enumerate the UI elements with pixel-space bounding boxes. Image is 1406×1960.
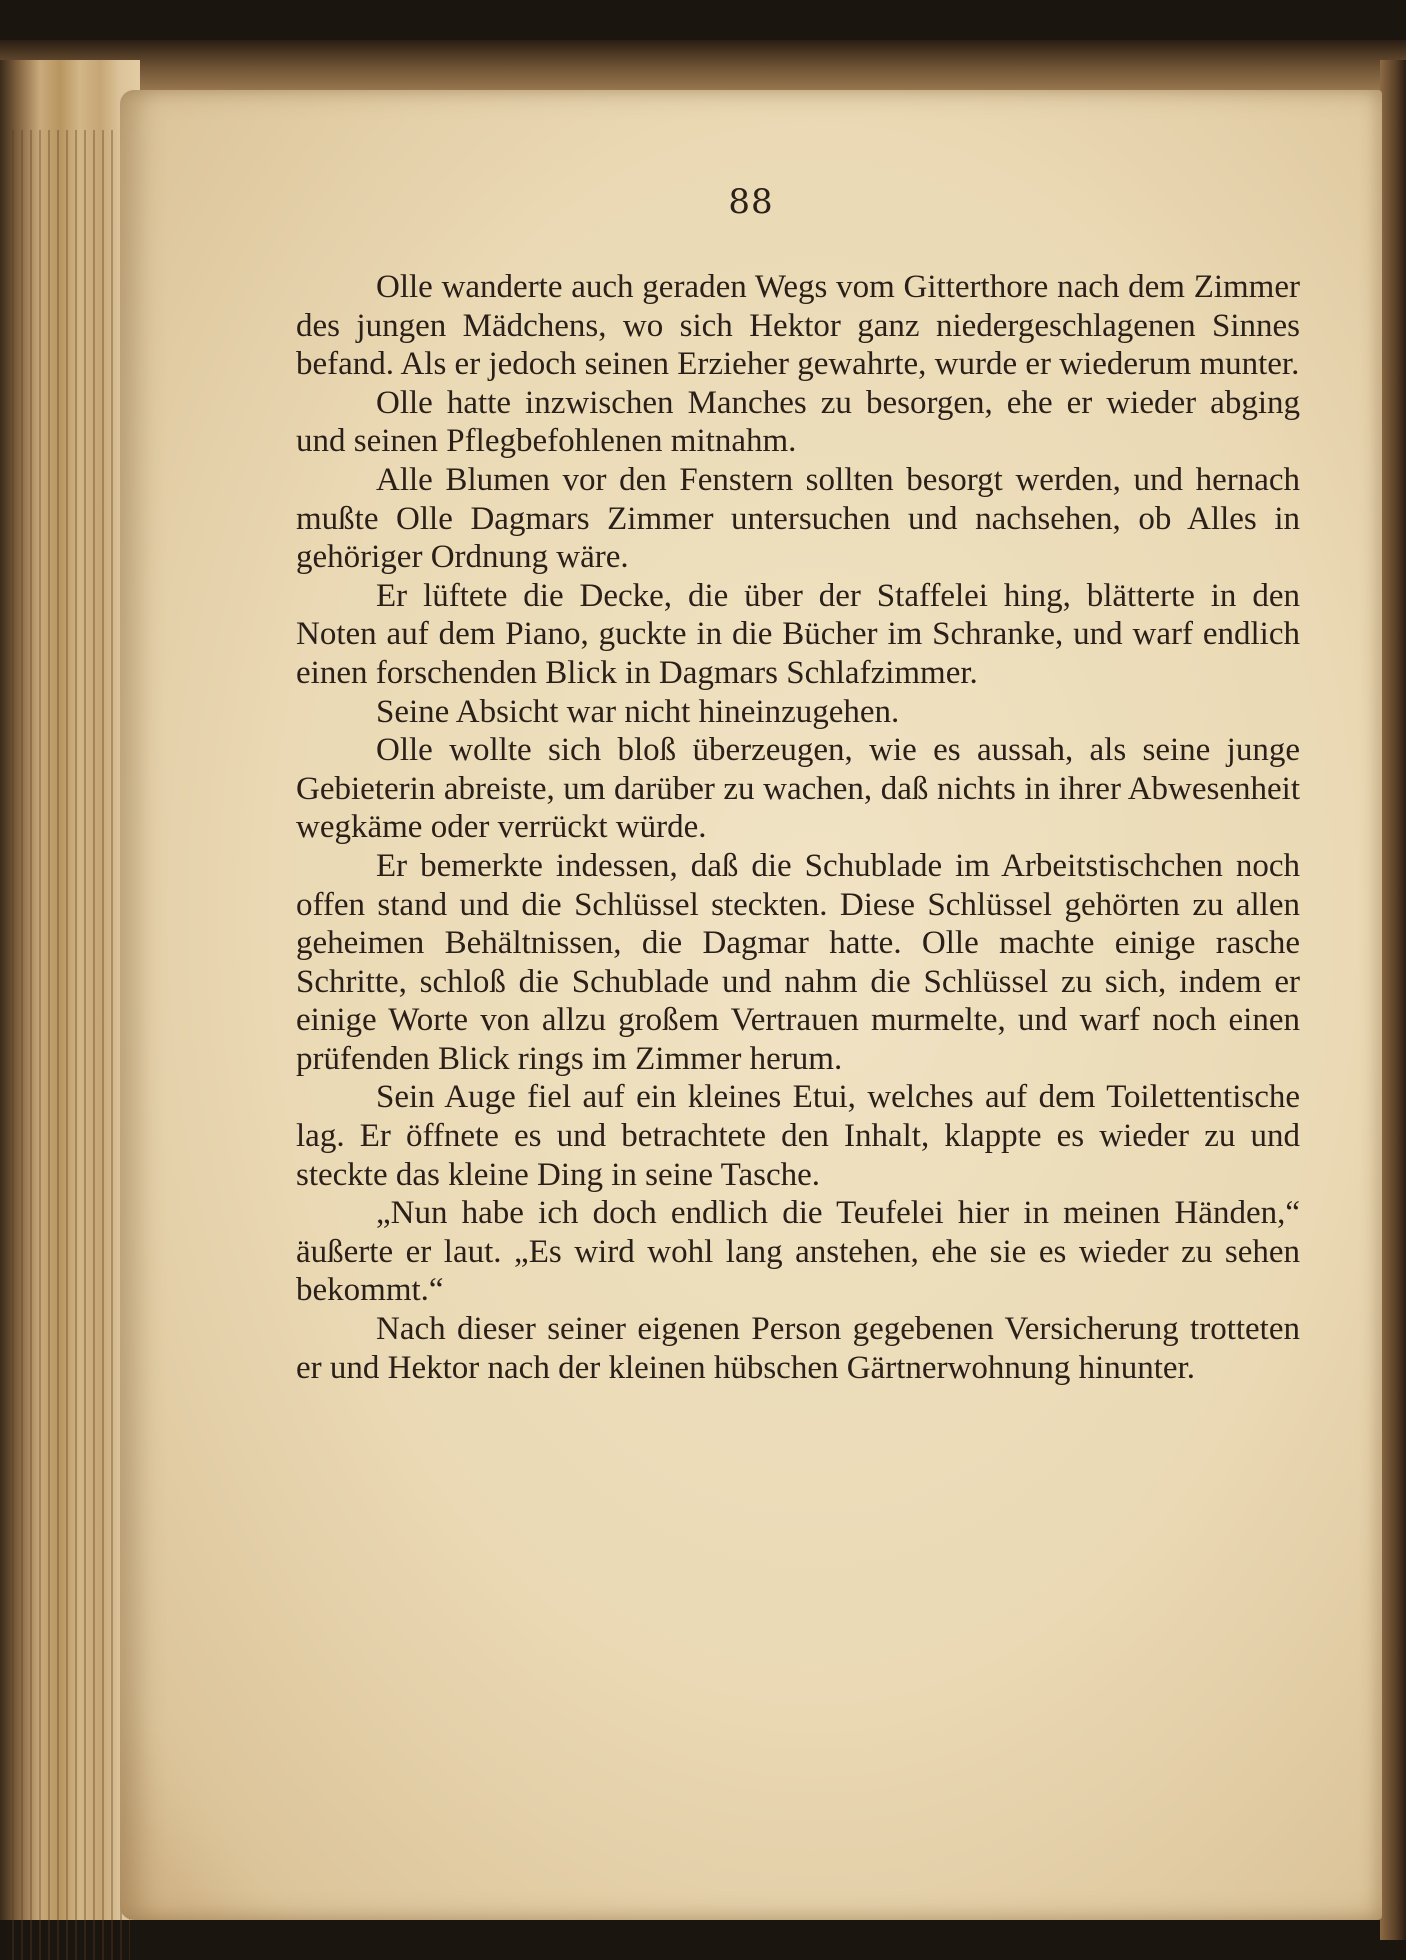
page-stack-lines <box>12 130 130 1960</box>
paragraph: Seine Absicht war nicht hineinzugehen. <box>376 693 900 730</box>
page-number: 88 <box>728 182 774 222</box>
paragraph: Nach dieser seiner eigenen Person gegebenen Versicherung trotteten er und Hektor nach der kleinen hübschen Gärtnerwohnung hinunter. <box>296 1311 1300 1386</box>
paragraph: „Nun habe ich doch endlich die Teufelei hier in meinen Händen,“ äußerte er laut. „Es wird wohl lang anstehen, ehe sie es wieder zu sehen bekommt.“ <box>296 1195 1300 1309</box>
book-page <box>120 90 1382 1920</box>
paragraph: Olle wollte sich bloß überzeugen, wie es aussah, als seine junge Gebieterin abreiste, um darüber zu wachen, daß nichts in ihrer Abwesenheit wegkäme oder verrückt würde. <box>296 732 1300 846</box>
paragraph: Sein Auge fiel auf ein kleines Etui, welches auf dem Toilettentische lag. Er öffnete es und betrachtete den Inhalt, klappte es wieder zu und steckte das kleine Ding in seine Tasche. <box>296 1079 1300 1193</box>
book-cover-right <box>1380 60 1406 1940</box>
paragraph: Olle hatte inzwischen Manches zu besorgen, ehe er wieder abging und seinen Pflegbefohlenen mitnahm. <box>296 384 1300 460</box>
page-stack-edge <box>0 60 140 1920</box>
paragraph: Olle wanderte auch geraden Wegs vom Gitterthore nach dem Zimmer des jungen Mädchens, wo sich Hektor ganz niedergeschlagenen Sinnes befand. Als er jedoch seinen Erzieher gewahrte, wurde er wiederum munter. <box>296 269 1300 383</box>
paragraph: Er bemerkte indessen, daß die Schublade im Arbeitstischchen noch offen stand und die Schlüssel steckten. Diese Schlüssel gehörten zu allen geheimen Behältnissen, die Dagmar hatte. Olle machte einige rasche Schritte, schloß die Schublade und nahm die Schlüssel zu sich, indem er einige Worte von allzu großem Vertrauen murmelte, und warf noch einen prüfenden Blick rings im Zimmer herum. <box>296 847 1300 1077</box>
paragraph: Alle Blumen vor den Fenstern sollten besorgt werden, und hernach mußte Olle Dagmars Zimmer untersuchen und nachsehen, ob Alles in gehöriger Ordnung wäre. <box>296 461 1300 576</box>
paragraph: Er lüftete die Decke, die über der Staffelei hing, blätterte in den Noten auf dem Piano, guckte in die Bücher im Schranke, und warf endlich einen forschenden Blick in Dagmars Schlafzimmer. <box>296 577 1300 691</box>
page-text <box>296 268 1300 1387</box>
